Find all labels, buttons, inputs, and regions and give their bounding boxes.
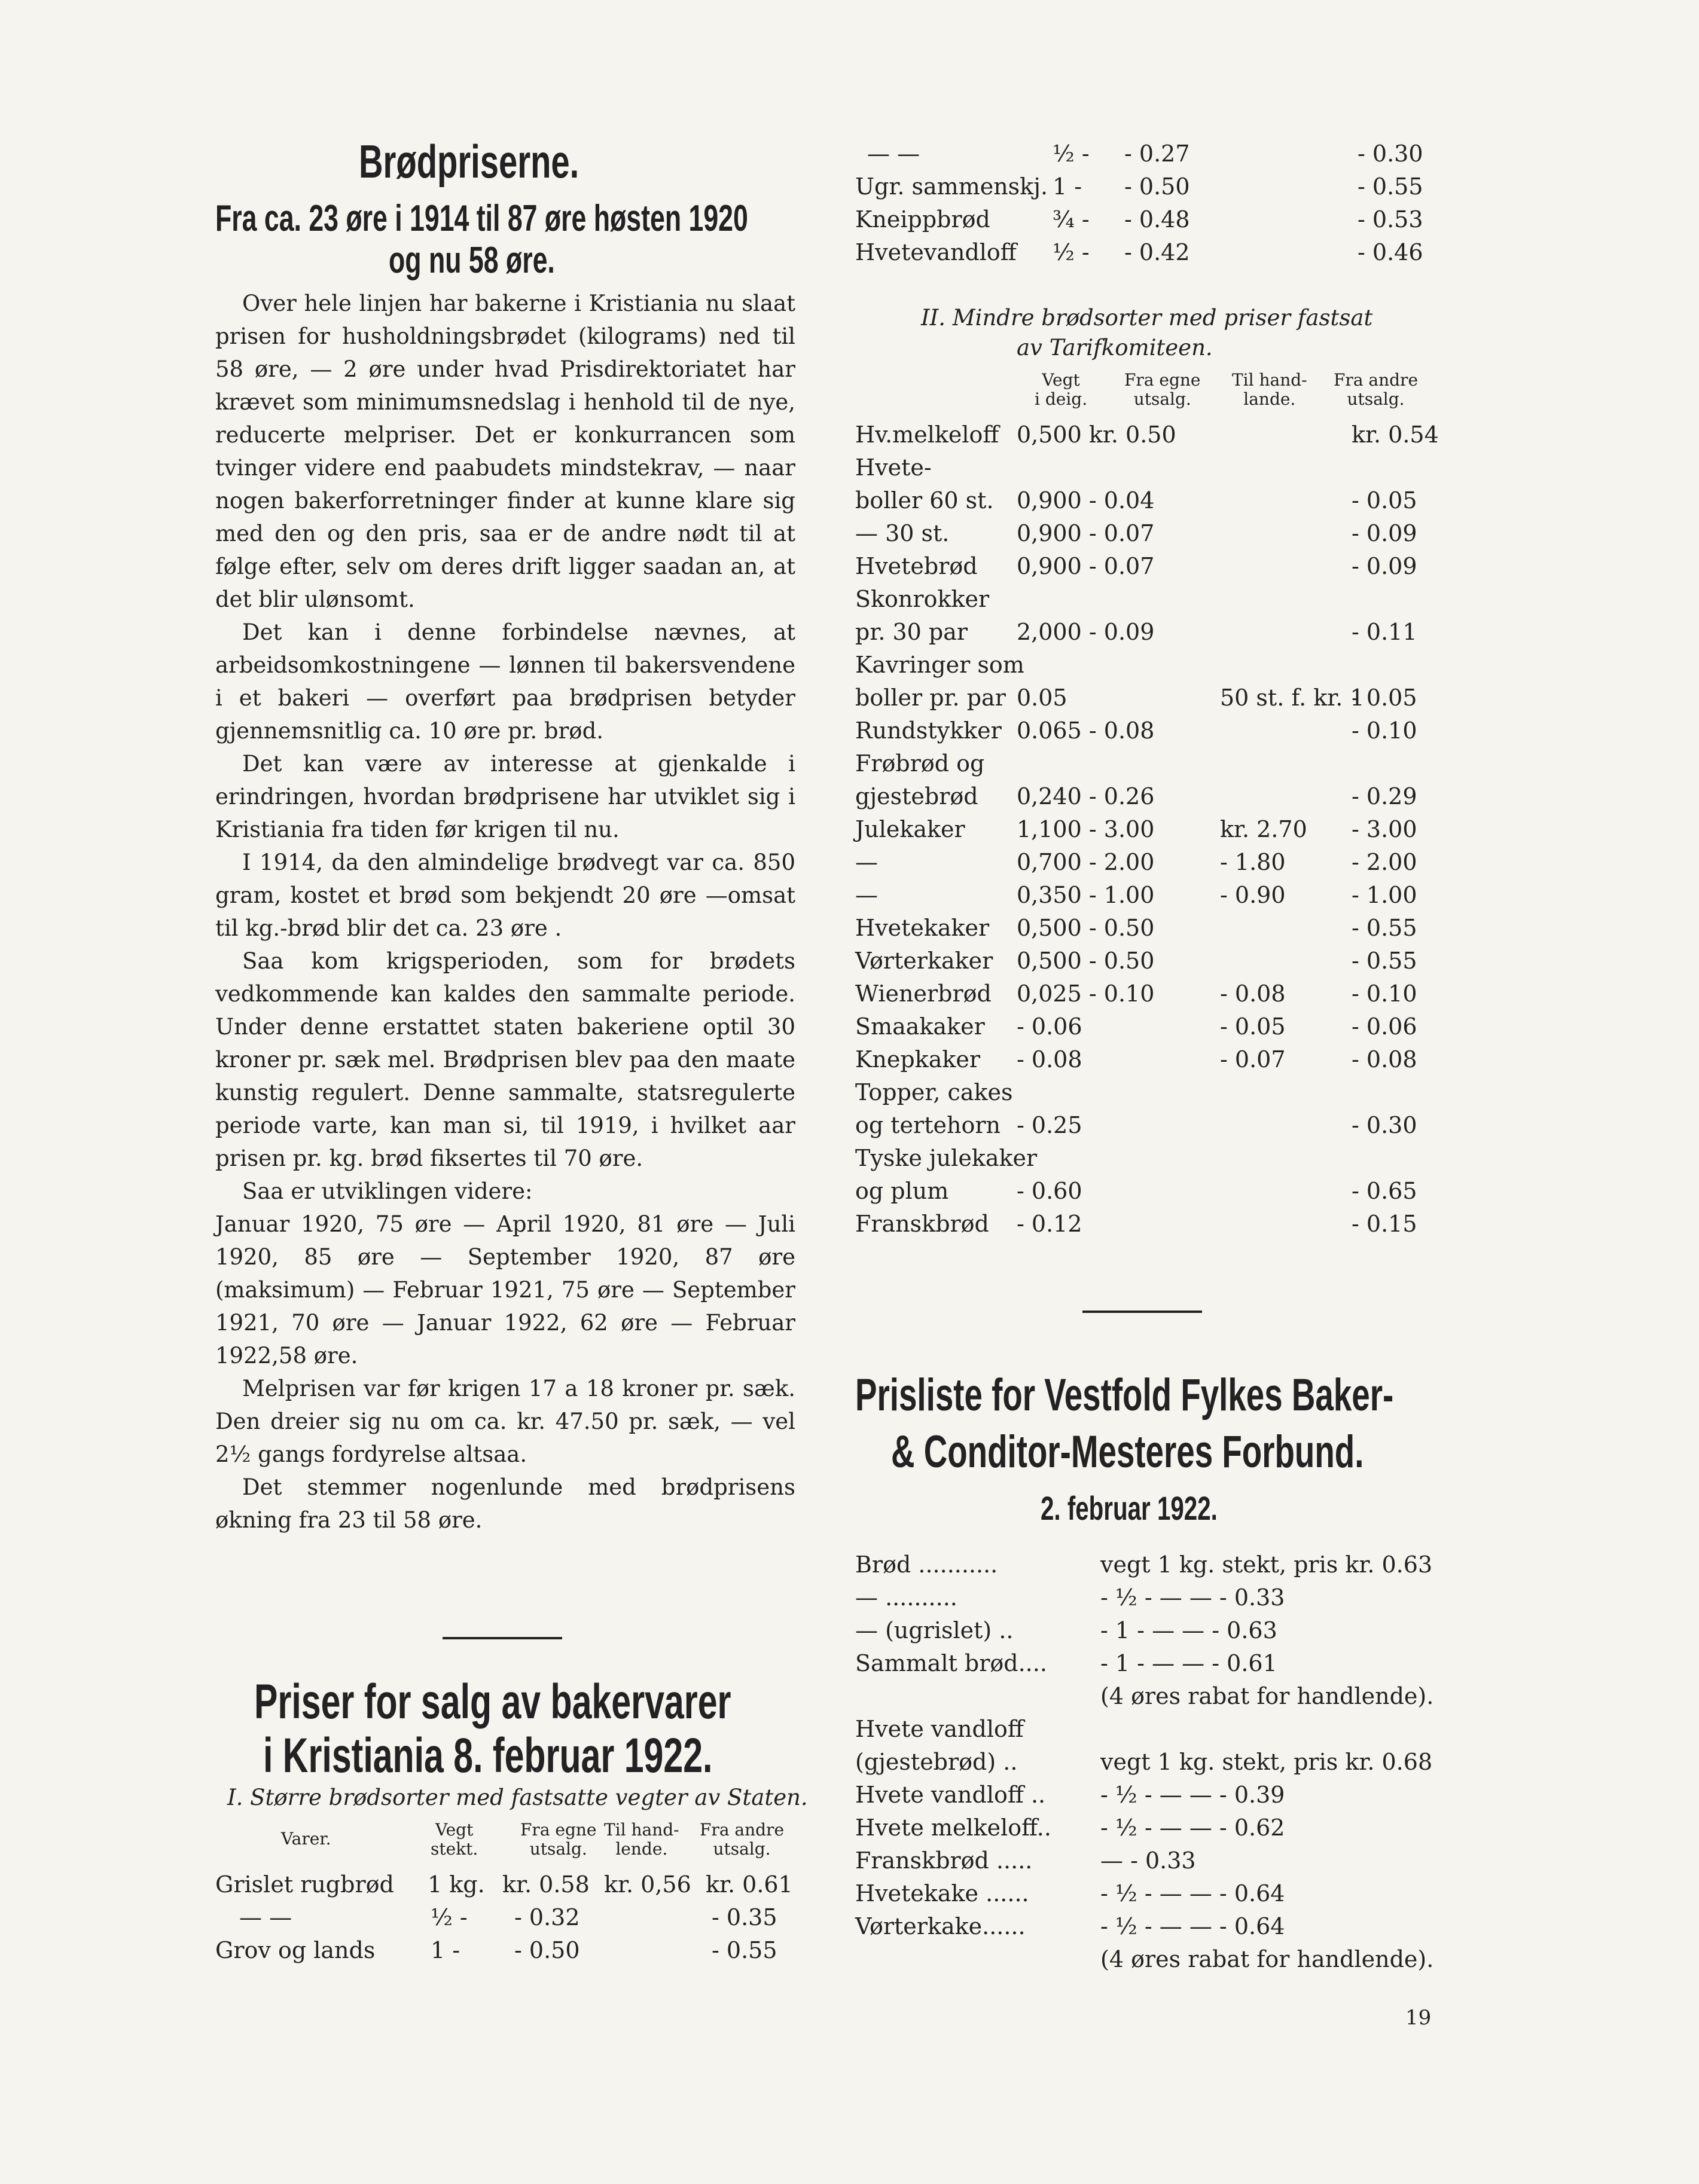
article1-body [215,287,795,1537]
article3-title2: & Conditor-Mesteres Forbund. [891,1427,1364,1477]
hdr-andre: Fra andre utsalg. [700,1820,785,1859]
hdr2-vegt: Vegt i deig. [1035,370,1088,409]
paragraph: Det stemmer nogenlunde med brødprisens økning fra 23 til 58 øre. [215,1474,795,1533]
article1-subtitle1: Fra ca. 23 øre i 1914 til 87 øre høsten 1920 [215,198,748,239]
article1-title: Brødpriserne. [359,135,579,188]
divider [443,1637,562,1639]
hdr2-hand: Til hand- lande. [1232,370,1307,409]
hdr-varer: Varer. [281,1829,331,1849]
section1-heading: I. Større brødsorter med fastsatte vegter av Staten. [227,1785,808,1810]
hdr2-andre: Fra andre utsalg. [1334,370,1419,409]
hdr-hand: Til hand- lende. [604,1820,679,1859]
section2-heading-b: av Tarifkomiteen. [1017,335,1213,361]
article1-subtitle2: og nu 58 øre. [389,240,555,281]
paragraph: Det kan være av interesse at gjenkalde i erindringen, hvordan brødprisene har utviklet sig i Kristiania fra tiden før krigen til nu. [215,751,795,842]
paragraph: I 1914, da den almindelige brødvegt var ca. 850 gram, kostet et brød som bekjendt 20 øre —omsat til kg.-brød blir det ca. 23 øre . [215,850,795,941]
hdr2-egne: Fra egne utsalg. [1124,370,1201,409]
article2-title2: i Kristiania 8. februar 1922. [263,1728,713,1783]
paragraph: Det kan i denne forbindelse nævnes, at arbeidsomkostningene — lønnen til bakersvendene i et bakeri — overført paa brødprisen betyder gjennemsnitlig ca. 10 øre pr. brød. [215,619,795,744]
hdr-egne: Fra egne utsalg. [520,1820,597,1859]
paragraph: Januar 1920, 75 øre — April 1920, 81 øre — Juli 1920, 85 øre — September 1920, 87 øre (maksimum) — Februar 1921, 75 øre — September 1921, 70 øre — Januar 1922, 62 øre — Februar 1922,58 øre. [215,1211,795,1369]
page-number: 19 [1405,2006,1432,2030]
paragraph: Saa kom krigsperioden, som for brødets vedkommende kan kaldes den sammalte periode. Under denne erstattet staten bakeriene optil 30 kroner pr. sæk mel. Brødprisen blev paa den maate kunstig regulert. Denne sammalte, statsregulerte periode varte, kan man si, til 1919, i hvilket aar prisen pr. kg. brød fiksertes til 70 øre. [215,948,795,1171]
paragraph: Over hele linjen har bakerne i Kristiania nu slaat prisen for husholdningsbrødet (kilograms) ned til 58 øre, — 2 øre under hvad Prisdirektoriatet har krævet som minimumsnedslag i henhold til de nye, reducerte melpriser. Det er konkurrancen som tvinger videre end paabudets mindstekrav, — naar nogen bakerforretninger finder at kunne klare sig med den og den pris, saa er de andre nødt til at følge efter, selv om deres drift ligger saadan an, at det blir ulønsomt. [215,291,795,612]
hdr-vegt: Vegt stekt. [431,1820,478,1859]
article3-title1: Prisliste for Vestfold Fylkes Baker- [855,1370,1394,1421]
article2-title1: Priser for salg av bakervarer [254,1675,731,1729]
paragraph: Saa er utviklingen videre: [242,1178,533,1204]
section2-heading-a: II. Mindre brødsorter med priser fastsat [921,305,1373,331]
divider [1082,1311,1202,1313]
paragraph: Melprisen var før krigen 17 a 18 kroner pr. sæk. Den dreier sig nu om ca. kr. 47.50 pr. sæk, — vel 2½ gangs fordyrelse altsaa. [215,1376,795,1467]
article3-date: 2. februar 1922. [1041,1489,1218,1527]
